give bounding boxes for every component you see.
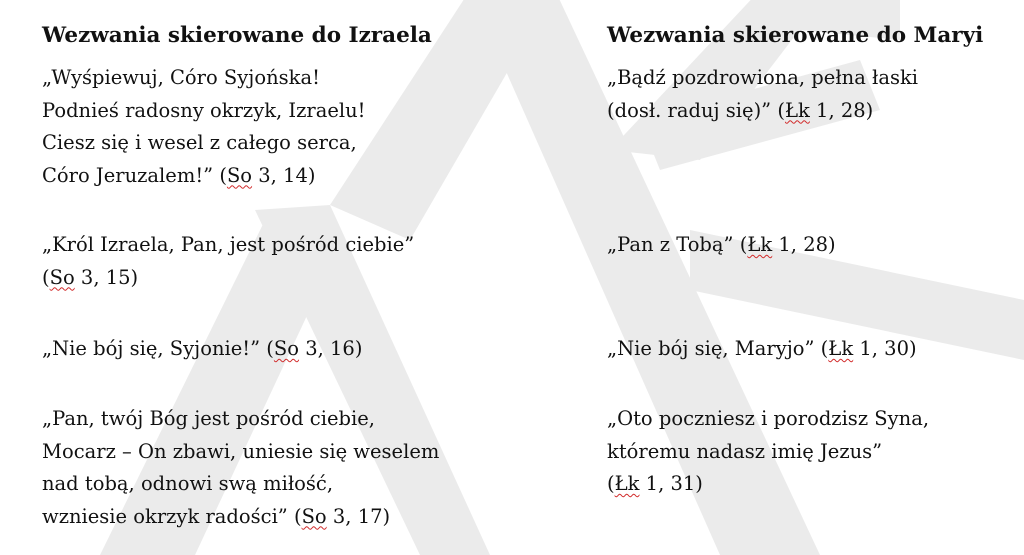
column-heading: Wezwania skierowane do Maryi <box>607 23 984 48</box>
verse-block <box>42 62 366 192</box>
verse-line: Mocarz – On zbawi, uniesie się weselem <box>42 439 440 463</box>
verse-line: „Oto poczniesz i porodzisz Syna, <box>607 407 930 430</box>
verse-line: (dosł. raduj się)” (Łk 1, 28) <box>607 98 874 122</box>
verse-block <box>42 333 362 366</box>
verse-line: „Bądź pozdrowiona, pełna łaski <box>607 66 919 89</box>
scripture-ref: Łk <box>614 472 640 495</box>
verse-block <box>607 403 929 501</box>
verse-block <box>42 229 414 294</box>
verse-block <box>607 229 836 262</box>
verse-line: „Nie bój się, Syjonie!” (So 3, 16) <box>42 337 363 360</box>
column-mary <box>607 20 1017 495</box>
verse-line: nad tobą, odnowi swą miłość, <box>42 472 334 495</box>
verse-block <box>42 403 439 533</box>
verse-line: „Król Izraela, Pan, jest pośród ciebie” <box>42 233 415 256</box>
scripture-ref: So <box>301 504 327 528</box>
verse-line: (Łk 1, 31) <box>607 472 703 495</box>
verse-block <box>607 62 918 127</box>
column-heading: Wezwania skierowane do Izraela <box>42 23 432 48</box>
verse-line: Ciesz się i wesel z całego serca, <box>42 131 357 154</box>
verse-line: wzniesie okrzyk radości” (So 3, 17) <box>42 504 391 528</box>
scripture-ref: So <box>49 265 75 289</box>
verse-line: „Pan, twój Bóg jest pośród ciebie, <box>42 407 375 430</box>
verse-line: (So 3, 15) <box>42 265 139 289</box>
verse-line: któremu nadasz imię Jezus” <box>607 439 883 463</box>
verse-line: Córo Jeruzalem!” (So 3, 14) <box>42 163 316 187</box>
scripture-ref: Łk <box>784 98 810 122</box>
scripture-ref: Łk <box>747 233 773 256</box>
verse-line: „Nie bój się, Maryjo” (Łk 1, 30) <box>607 337 917 360</box>
scripture-ref: Łk <box>828 337 854 360</box>
scripture-ref: So <box>226 163 253 187</box>
scripture-ref: So <box>273 337 300 360</box>
verse-line: „Wyśpiewuj, Córo Syjońska! <box>42 66 320 89</box>
verse-block <box>607 333 917 366</box>
verse-line: „Pan z Tobą” (Łk 1, 28) <box>607 233 836 256</box>
verse-line: Podnieś radosny okrzyk, Izraelu! <box>42 98 366 122</box>
column-israel <box>42 20 582 528</box>
